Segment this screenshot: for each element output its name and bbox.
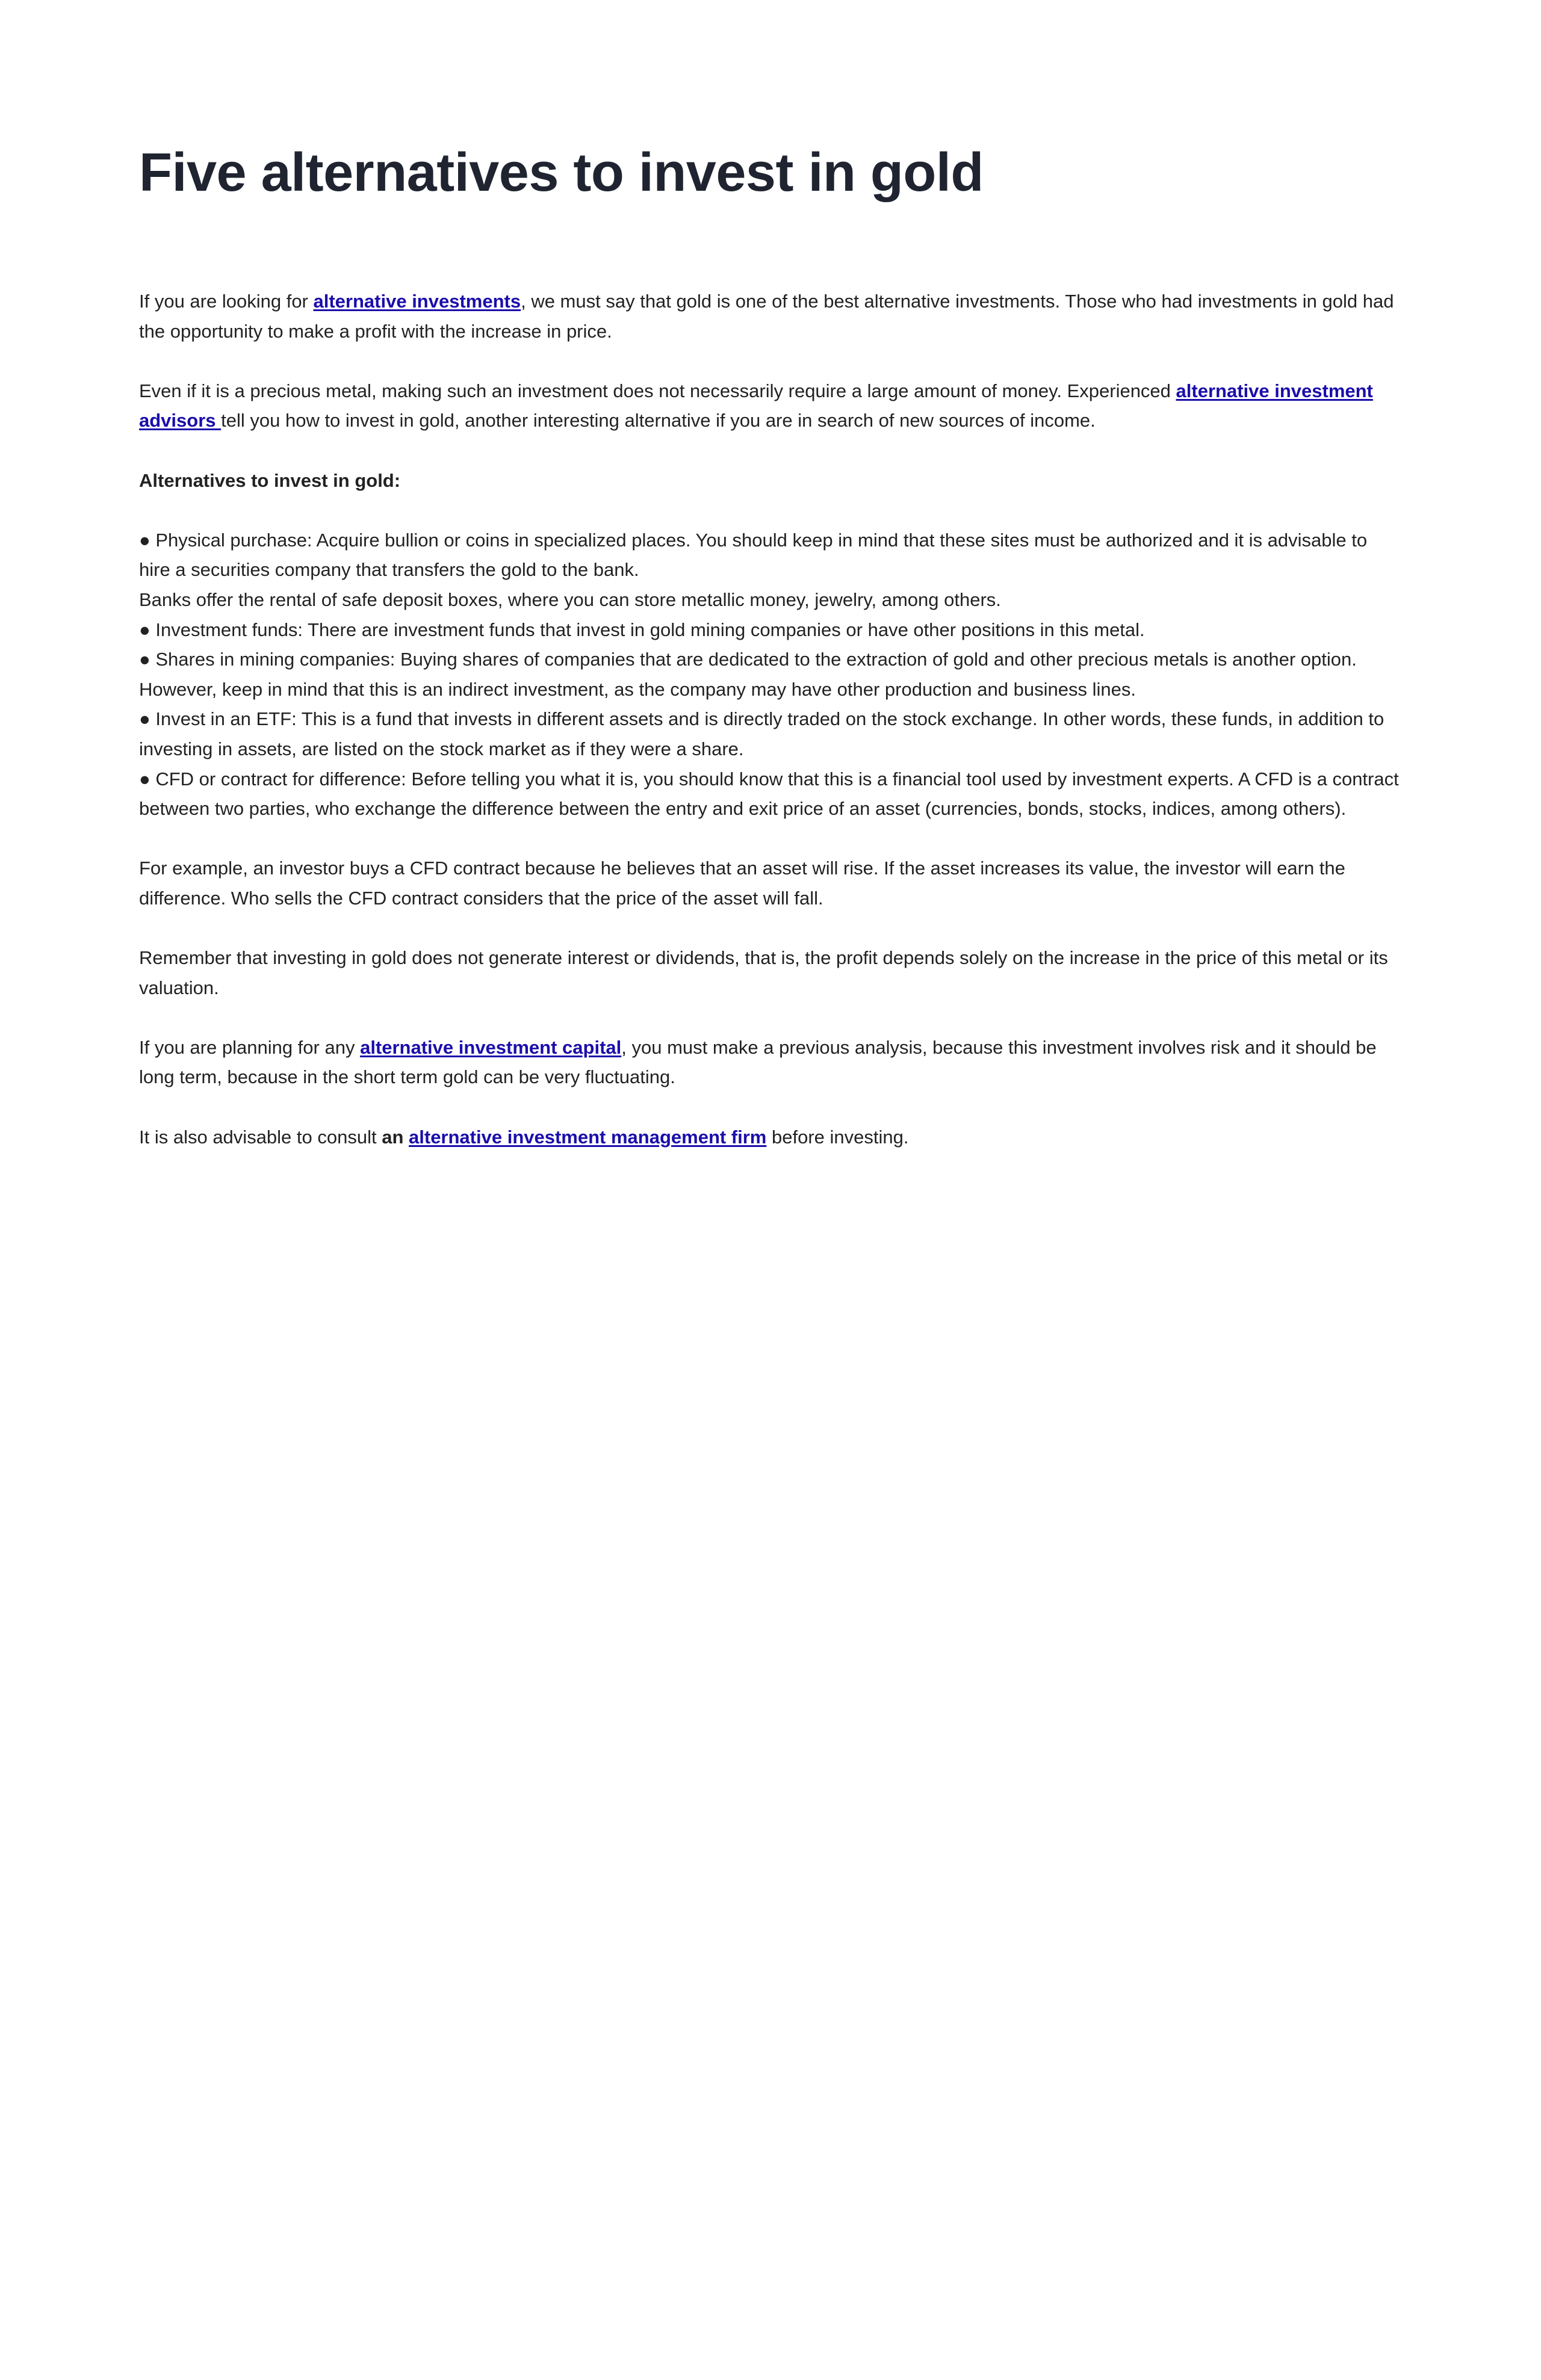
list-item-text: Shares in mining companies: Buying shares of companies that are dedicated to the extraction of gold and other precious metals is another option. However, keep in mind that this is an indirect investment, as the company may have other production and business lines. <box>139 649 1357 700</box>
bullet-icon: ● <box>139 529 150 551</box>
list-item-text: CFD or contract for difference: Before telling you what it is, you should know that this is a financial tool used by investment experts. A CFD is a contract between two parties, who exchange the difference between the entry and exit price of an asset (currencies, bonds, stocks, indices, among others). <box>139 768 1399 820</box>
capital-paragraph <box>139 1033 1403 1092</box>
advisors-text-after: tell you how to invest in gold, another interesting alternative if you are in search of new sources of income. <box>221 410 1096 431</box>
list-item-cfd <box>139 764 1403 824</box>
intro-text-before: If you are looking for <box>139 291 314 312</box>
page-title: Five alternatives to invest in gold <box>139 143 984 203</box>
alternative-investments-link[interactable]: alternative investments <box>313 291 521 312</box>
consult-text-before: It is also advisable to consult <box>139 1126 382 1148</box>
consult-bold-text: an <box>382 1126 409 1148</box>
list-item-text: Physical purchase: Acquire bullion or coins in specialized places. You should keep in mind that these sites must be authorized and it is advisable to hire a securities company that transfers the gold to the bank. <box>139 529 1368 581</box>
bullet-icon: ● <box>139 708 150 730</box>
capital-text-after: , you must make a previous analysis, because this investment involves risk and it should be long term, because in the short term gold can be very fluctuating. <box>139 1036 1377 1088</box>
advisors-text-before: Even if it is a precious metal, making such an investment does not necessarily require a large amount of money. Experienced <box>139 380 1176 401</box>
alternative-investment-capital-link[interactable]: alternative investment capital <box>360 1036 622 1058</box>
intro-paragraph <box>139 286 1403 346</box>
alternative-investment-management-firm-link[interactable]: alternative investment management firm <box>409 1126 767 1148</box>
list-item-physical <box>139 525 1403 585</box>
advisors-paragraph <box>139 376 1403 436</box>
list-item-text: Investment funds: There are investment funds that invest in gold mining companies or have other positions in this metal. <box>155 619 1145 640</box>
bullet-icon: ● <box>139 649 150 670</box>
bullet-icon: ● <box>139 619 150 640</box>
consult-text-after: before investing. <box>766 1126 909 1148</box>
article-body <box>139 286 1403 1152</box>
bullet-icon: ● <box>139 768 150 790</box>
list-item-etf <box>139 704 1403 764</box>
section-heading: Alternatives to invest in gold: <box>139 469 401 491</box>
consult-paragraph <box>139 1122 1403 1152</box>
alternative-investment-advisors-link[interactable]: alternative investment advisors <box>139 380 1373 431</box>
capital-text-before: If you are planning for any <box>139 1036 361 1058</box>
list-item-banks: Banks offer the rental of safe deposit boxes, where you can store metallic money, jewelry, among others. <box>139 589 1001 610</box>
intro-text-after: , we must say that gold is one of the best alternative investments. Those who had investments in gold had the opportunity to make a profit with the increase in price. <box>139 291 1394 342</box>
example-paragraph: For example, an investor buys a CFD contract because he believes that an asset will rise. If the asset increases its value, the investor will earn the difference. Who sells the CFD contract considers that the price of the asset will fall. <box>139 858 1345 909</box>
list-item-text: Invest in an ETF: This is a fund that invests in different assets and is directly traded on the stock exchange. In other words, these funds, in addition to investing in assets, are listed on the stock market as if they were a share. <box>139 708 1384 759</box>
list-item-funds <box>139 615 1403 645</box>
list-item-shares <box>139 644 1403 704</box>
remember-paragraph: Remember that investing in gold does not generate interest or dividends, that is, the profit depends solely on the increase in the price of this metal or its valuation. <box>139 947 1388 998</box>
